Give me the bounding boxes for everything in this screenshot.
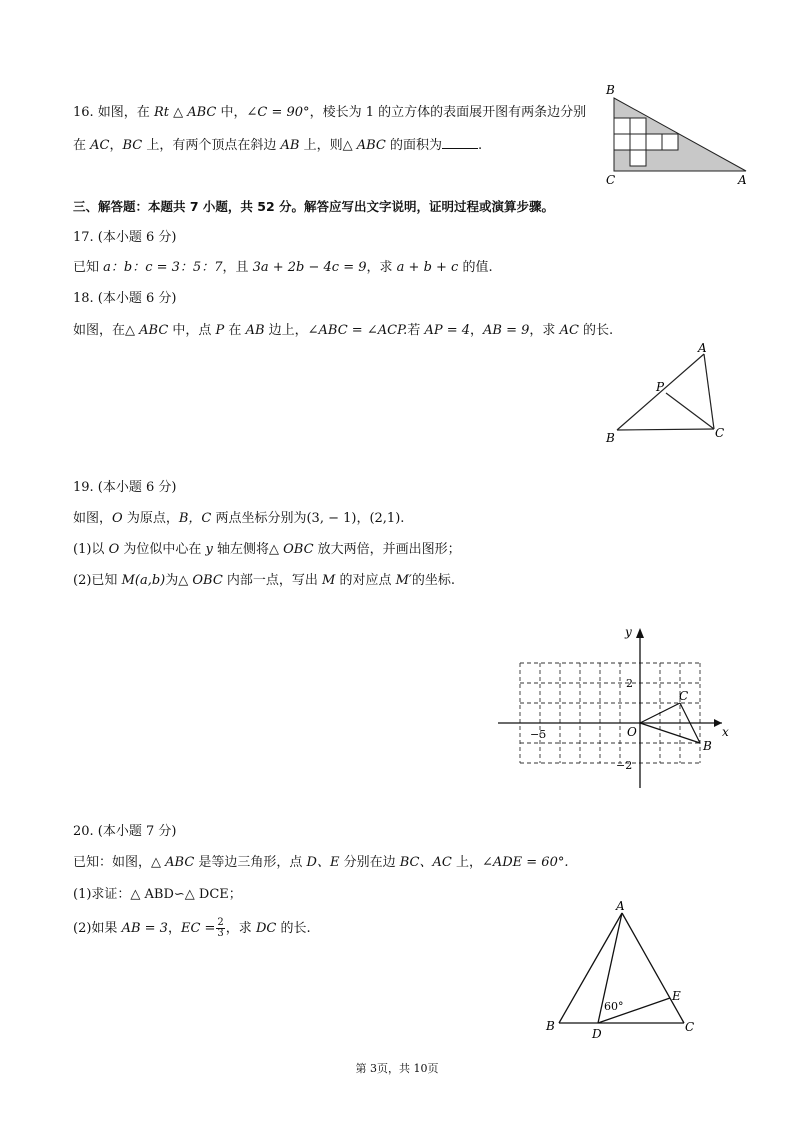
math: OBC — [283, 542, 314, 557]
math: a：b：c = 3：5：7 — [103, 260, 223, 275]
axes — [498, 632, 722, 788]
q20-part1: (1)求证：△ ABD∽△ DCE； — [73, 887, 242, 902]
math: M′ — [395, 573, 412, 588]
answer-blank[interactable] — [442, 136, 478, 149]
grid-lines — [520, 663, 700, 763]
q17-body — [73, 259, 493, 277]
math: M — [322, 573, 336, 588]
text: 边上， — [264, 323, 308, 338]
text: ， — [109, 138, 123, 153]
label-B: B — [606, 431, 615, 445]
text: 两点坐标分别为 — [211, 511, 307, 526]
q19-part1 — [73, 541, 461, 559]
q20-header: 20. (本小题 7 分) — [73, 824, 177, 839]
text: 中，点 — [168, 323, 216, 338]
label-A: A — [616, 899, 625, 913]
text: 已知 — [73, 260, 104, 275]
text: (1)以 — [73, 542, 109, 557]
math: AB = 3 — [121, 921, 168, 936]
label-C: C — [715, 426, 725, 440]
q20-figure — [538, 895, 708, 1045]
text: 如图，在△ — [73, 323, 140, 338]
label-C: C — [606, 173, 616, 187]
math: ∠ADE = 60°. — [481, 855, 569, 870]
math: AP = 4 — [424, 323, 471, 338]
math: AB — [245, 323, 265, 338]
text: 上，则△ — [299, 138, 357, 153]
q16-line2 — [73, 136, 482, 155]
label-B: B — [703, 739, 712, 753]
text: ，求 — [529, 323, 560, 338]
math: AB = 9 — [483, 323, 530, 338]
text: 的面积为 — [385, 138, 443, 153]
math: ABC — [139, 323, 169, 338]
q16-figure — [598, 80, 758, 190]
text: △ — [168, 105, 188, 120]
text: 分别在边 — [339, 855, 400, 870]
text: . — [478, 138, 483, 153]
text: 内部一点，写出 — [222, 573, 323, 588]
math: P — [215, 323, 225, 338]
text: 上， — [451, 855, 482, 870]
label-P: P — [656, 380, 665, 394]
tick-2: 2 — [626, 677, 633, 690]
math: ABC — [165, 855, 195, 870]
math: B，C — [178, 511, 212, 526]
x-axis-arrow — [714, 719, 722, 727]
q19-part2 — [73, 572, 455, 590]
math: AC — [559, 323, 579, 338]
text: 的值. — [458, 260, 493, 275]
label-O: O — [627, 725, 637, 739]
page-footer: 第 3页，共 10页 — [355, 1062, 439, 1075]
text: (2)已知 — [73, 573, 122, 588]
text: 已知：如图，△ — [73, 855, 166, 870]
label-y: y — [625, 625, 632, 639]
label-D: D — [592, 1027, 602, 1041]
math: O — [112, 511, 123, 526]
math: M(a,b) — [121, 573, 166, 588]
label-C: C — [679, 689, 689, 703]
math: (3, − 1)，(2,1). — [306, 511, 405, 526]
text: 为位似中心在 — [119, 542, 206, 557]
q18-body — [73, 322, 613, 340]
denominator: 3 — [217, 928, 224, 939]
math: AC — [90, 138, 110, 153]
math: a + b + c — [396, 260, 459, 275]
math: EC = — [180, 921, 216, 936]
text: 放大两倍，并画出图形； — [313, 542, 461, 557]
text: 在 — [73, 138, 91, 153]
text: ，棱长为 1 的立方体的表面展开图有两条边分别 — [309, 105, 587, 120]
y-axis-arrow — [636, 628, 644, 638]
text: (2)如果 — [73, 921, 122, 936]
section-heading: 三、解答题：本题共 7 小题，共 52 分。解答应写出文字说明，证明过程或演算步骤。 — [73, 199, 555, 214]
angle-60: 60° — [604, 1000, 624, 1013]
text: 的对应点 — [335, 573, 396, 588]
numerator: 2 — [217, 917, 224, 928]
math: ABC — [187, 105, 217, 120]
math: AB — [280, 138, 300, 153]
label-A: A — [698, 341, 707, 355]
triangle-abc — [617, 354, 714, 430]
math: Rt — [153, 105, 169, 120]
text: 的长. — [276, 921, 311, 936]
text: ， — [167, 921, 181, 936]
tick-neg5: −5 — [530, 728, 547, 741]
text: 如图， — [73, 511, 113, 526]
math: O — [108, 542, 120, 557]
text: 若 — [407, 323, 425, 338]
math: ABC — [356, 138, 386, 153]
math: DC — [255, 921, 277, 936]
text: 轴左侧将△ — [212, 542, 284, 557]
math: 3a + 2b − 4c = 9 — [252, 260, 367, 275]
q18-header: 18. (本小题 6 分) — [73, 291, 177, 306]
label-E: E — [672, 989, 681, 1003]
text: 上，有两个顶点在斜边 — [142, 138, 281, 153]
q19-coordinate-grid — [490, 620, 740, 795]
fraction — [216, 918, 224, 939]
text: ， — [470, 323, 484, 338]
text: 是等边三角形，点 — [194, 855, 307, 870]
text: ，且 — [222, 260, 253, 275]
q17-header: 17. (本小题 6 分) — [73, 230, 177, 245]
text: 的坐标. — [411, 573, 456, 588]
label-B: B — [606, 83, 615, 97]
math: ∠C = 90° — [246, 105, 310, 120]
text: 为原点， — [122, 511, 179, 526]
label-x: x — [722, 725, 729, 739]
text: ，求 — [366, 260, 397, 275]
text: ，求 — [225, 921, 256, 936]
math: BC、AC — [399, 855, 452, 870]
label-B: B — [546, 1019, 555, 1033]
tick-neg2: −2 — [616, 759, 633, 772]
q16-line1 — [73, 104, 586, 122]
math: BC — [122, 138, 143, 153]
text: 为△ — [165, 573, 193, 588]
q18-figure — [600, 340, 730, 450]
q20-part2 — [73, 918, 311, 939]
q20-line1 — [73, 854, 568, 872]
label-C: C — [685, 1020, 695, 1034]
q19-line1 — [73, 510, 404, 528]
math: D、E — [306, 855, 340, 870]
text: 在 — [224, 323, 246, 338]
text: 的长. — [578, 323, 614, 338]
math: ∠ABC = ∠ACP. — [307, 323, 408, 338]
text: 16. 如图，在 — [73, 105, 154, 120]
q19-header: 19. (本小题 6 分) — [73, 480, 177, 495]
math: OBC — [192, 573, 223, 588]
text: 中， — [216, 105, 247, 120]
math: y — [205, 542, 213, 557]
label-A: A — [738, 173, 747, 187]
